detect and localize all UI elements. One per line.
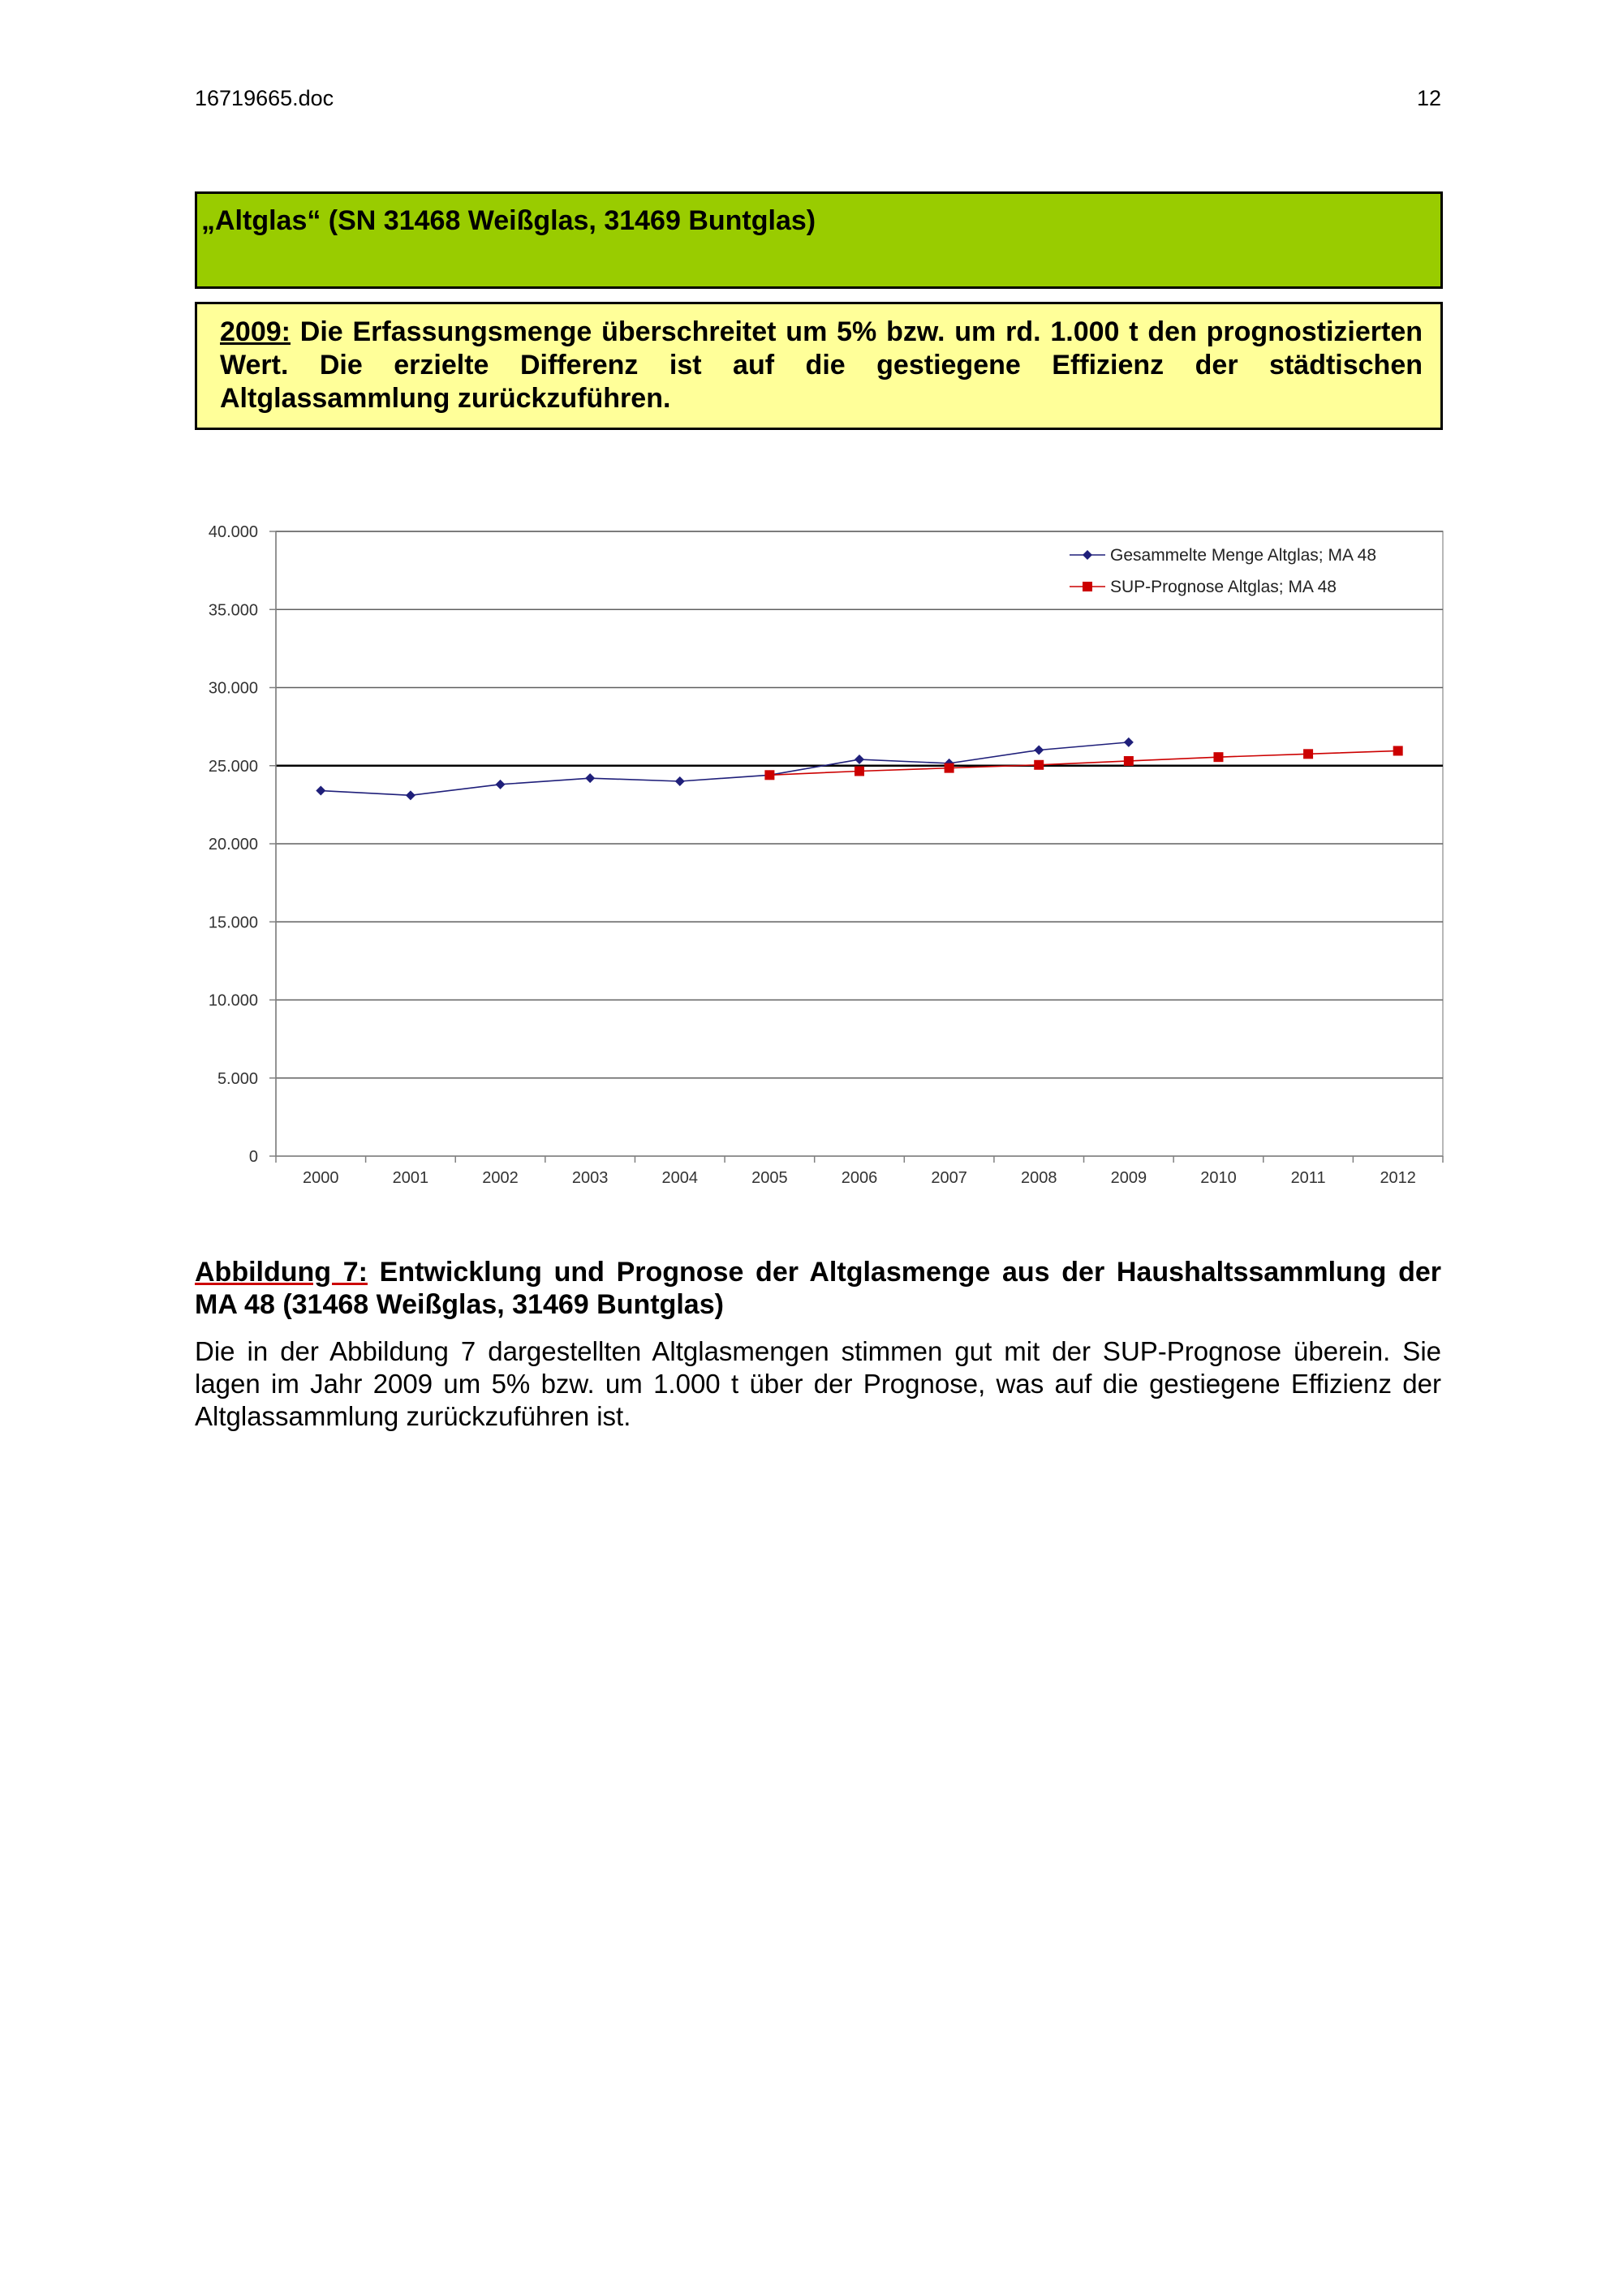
y-tick-label: 40.000	[208, 523, 258, 541]
y-tick-label: 0	[248, 1148, 258, 1166]
x-tick-label: 2008	[1020, 1169, 1057, 1187]
x-tick-label: 2009	[1110, 1169, 1147, 1187]
data-point-sup-prognose	[764, 770, 774, 780]
body-paragraph: Die in der Abbildung 7 dargestellten Altglasmengen stimmen gut mit der SUP-Prognose überein. Sie lagen im Jahr 2009 um 5% bzw. um 1.000 t über der Prognose, was auf die gestiegene Effizienz der Altglassammlung zurückzuführen ist.	[195, 1336, 1441, 1431]
y-tick-label: 15.000	[208, 914, 258, 932]
x-tick-label: 2012	[1380, 1169, 1416, 1187]
legend-marker	[1083, 582, 1092, 591]
x-tick-label: 2000	[303, 1169, 339, 1187]
y-tick-label: 25.000	[208, 757, 258, 776]
data-point-sup-prognose	[1213, 752, 1223, 762]
x-tick-label: 2010	[1200, 1169, 1237, 1187]
data-point-sup-prognose	[945, 763, 954, 773]
y-tick-label: 10.000	[208, 991, 258, 1010]
document-filename: 16719665.doc	[195, 86, 334, 110]
y-tick-label: 5.000	[217, 1069, 258, 1088]
figure-caption-label: Abbildung 7:	[195, 1257, 368, 1288]
figure-caption	[195, 1256, 1441, 1321]
x-tick-label: 2003	[571, 1169, 609, 1187]
y-tick-label: 30.000	[208, 679, 258, 698]
note-year-label: 2009:	[220, 316, 291, 347]
section-title: „Altglas“ (SN 31468 Weißglas, 31469 Buntglas)	[201, 205, 816, 236]
x-tick-label: 2006	[841, 1169, 878, 1187]
figure-caption-text: Entwicklung und Prognose der Altglasmenge aus der Haushaltssammlung der MA 48 (31468 Weißglas, 31469 Buntglas)	[195, 1257, 1441, 1320]
y-tick-label: 20.000	[208, 836, 258, 853]
x-tick-label: 2004	[661, 1169, 699, 1187]
x-tick-label: 2011	[1290, 1169, 1326, 1187]
page-number: 12	[1416, 86, 1441, 110]
data-point-sup-prognose	[1124, 756, 1134, 766]
data-point-sup-prognose	[855, 766, 864, 776]
data-point-sup-prognose	[1393, 746, 1403, 755]
x-tick-label: 2005	[751, 1169, 788, 1187]
x-tick-label: 2007	[931, 1169, 967, 1187]
data-point-sup-prognose	[1034, 760, 1044, 770]
x-tick-label: 2002	[482, 1169, 519, 1187]
data-point-sup-prognose	[1303, 749, 1313, 759]
legend-label: SUP-Prognose Altglas; MA 48	[1110, 578, 1337, 596]
legend-label: Gesammelte Menge Altglas; MA 48	[1110, 546, 1376, 565]
y-tick-label: 35.000	[208, 601, 258, 620]
note-body: Die Erfassungsmenge überschreitet um 5% bzw. um rd. 1.000 t den prognostizierten Wert. Die erzielte Differenz ist auf die gestiegene Effizienz der städtischen Altglassammlung zurückzuführen.	[220, 316, 1423, 414]
x-tick-label: 2001	[392, 1169, 429, 1187]
